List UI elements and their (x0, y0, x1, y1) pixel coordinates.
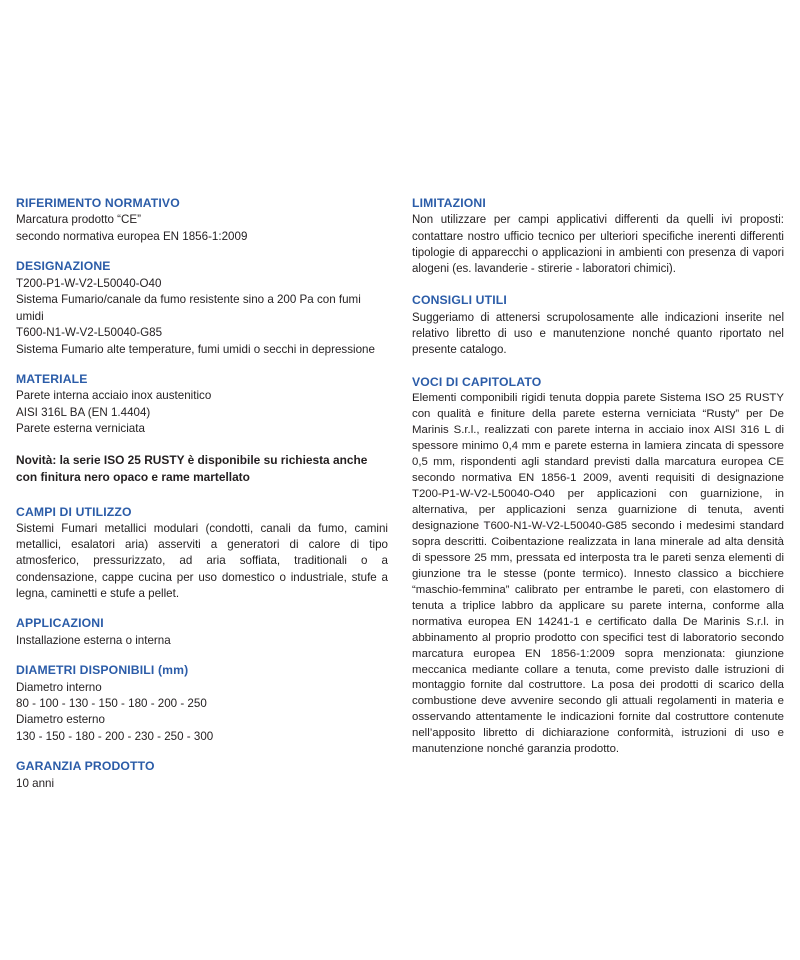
section-title: DIAMETRI DISPONIBILI (mm) (16, 663, 189, 678)
section-materiale (16, 372, 388, 438)
section-line: 10 anni (16, 776, 55, 790)
section-line: Diametro interno (16, 680, 102, 694)
section-line: Parete interna acciaio inox austenitico (16, 389, 212, 403)
section-campi-di-utilizzo (16, 505, 388, 603)
section-paragraph: Sistemi Fumari metallici modulari (condotti, canali da fumo, camini metallici, esalatori aria) asserviti a generatori di calore di tipo atmosferico, pressurizzato, ad aria soffiata, traditionali o a condensazione, cappe cucina per uso domestico o industriale, stufe a legna, caminetti e stufe a pellet. (16, 521, 388, 601)
section-title: MATERIALE (16, 371, 88, 386)
section-paragraph: Non utilizzare per campi applicativi differenti da quelli ivi proposti: contattare nostro ufficio tecnico per ulteriori specifiche inerenti differenti tipologie di apparecchi o applicazioni in ambienti con presenza di vapori alogeni (es. lavanderie - stirerie - laboratori chimici). (412, 214, 784, 276)
section-line: T200-P1-W-V2-L50040-O40 (16, 276, 162, 290)
right-column (412, 196, 784, 758)
section-line: Sistema Fumario/canale da fumo resistente sino a 200 Pa con fumi umidi (16, 293, 361, 323)
section-line: Parete esterna verniciata (16, 422, 145, 436)
section-title: CONSIGLI UTILI (412, 293, 507, 308)
novita-note-text: Novità: la serie ISO 25 RUSTY è disponibile su richiesta anche con finitura nero opaco e rame martellato (16, 452, 368, 484)
section-title: CAMPI DI UTILIZZO (16, 504, 132, 519)
section-limitazioni (412, 196, 784, 277)
section-line: Diametro esterno (16, 713, 105, 727)
section-applicazioni (16, 616, 388, 649)
section-line: 80 - 100 - 130 - 150 - 180 - 200 - 250 (16, 697, 207, 710)
section-line: AISI 316L BA (EN 1.4404) (16, 405, 151, 419)
novita-note (16, 452, 388, 486)
section-voci-di-capitolato (412, 375, 784, 759)
section-line: Marcatura prodotto “CE” (16, 213, 142, 227)
left-column (16, 196, 388, 792)
section-title: LIMITAZIONI (412, 196, 486, 210)
section-title: GARANZIA PRODOTTO (16, 759, 155, 774)
section-line: Sistema Fumario alte temperature, fumi umidi o secchi in depressione (16, 342, 375, 356)
section-paragraph: Suggeriamo di attenersi scrupolosamente alle indicazioni inserite nel relativo libretto di uso e manutenzione nonché quanto riportato nel presente catalogo. (412, 311, 784, 357)
section-line: Installazione esterna o interna (16, 633, 171, 647)
section-title: VOCI DI CAPITOLATO (412, 374, 542, 389)
two-column-layout (16, 196, 784, 792)
section-line: T600-N1-W-V2-L50040-G85 (16, 326, 163, 340)
section-riferimento-normativo (16, 196, 388, 245)
section-diametri-disponibili (16, 663, 388, 745)
section-title: RIFERIMENTO NORMATIVO (16, 196, 180, 210)
section-line: 130 - 150 - 180 - 200 - 230 - 250 - 300 (16, 729, 214, 743)
section-garanzia-prodotto (16, 759, 388, 792)
section-consigli-utili (412, 293, 784, 358)
section-paragraph: Elementi componibili rigidi tenuta doppia parete Sistema ISO 25 RUSTY con qualità e finiture della parete esterna verniciata “Rusty” per De Marinis S.r.l., realizzati con parete interna in acciaio inox AISI 316 L di spessore minimo 0,4 mm e parete esterna in lamiera zincata di spessore 0,5 mm, rispondenti agli standard previsti dalla marcatura europea CE secondo normativa EN 1856-1 2009, aventi requisiti di designazione T200-P1-W-V2-L50040-O40 per applicazioni con guarnizione, in alternativa, per applicazioni senza guarnizione di tenuta, aventi designazione T600-N1-W-V2-L50040-G85 secondo i medesimi standard sopra descritti. Coibentazione realizzata in lana minerale ad alta densità di spessore 25 mm, pressata ed interposta tra le pareti senza elementi di giunzione tra le stesse (ponte termico). Innesto classico a bicchiere “maschio-femmina” calibrato per entrambe le pareti, con elastomero di tenuta a triplice labbro da applicare su parete interna, conforme alla normativa europea EN 14241-1 e certificato dalla De Marinis S.r.l. in abbinamento al proprio prodotto con specifici test di laboratorio secondo marcatura europea EN 1856-1:2009 sopra menzionata: giunzione meccanica mediante collare a tenuta, come previsto dalle istruzioni di montaggio fornite dal costruttore. La posa dei prodotti di scarico della combustione deve avvenire secondo gli attuali regolamenti in materia e osservando attentamente le indicazioni fornite dal costruttore contenute nell’apposito libretto di dichiarazione conformità, istruzioni di uso e manutenzione nonché garanzia prodotto. (412, 392, 784, 756)
section-line: secondo normativa europea EN 1856-1:2009 (16, 229, 248, 243)
section-title: APPLICAZIONI (16, 616, 104, 631)
section-title: DESIGNAZIONE (16, 259, 111, 274)
section-designazione (16, 259, 388, 358)
